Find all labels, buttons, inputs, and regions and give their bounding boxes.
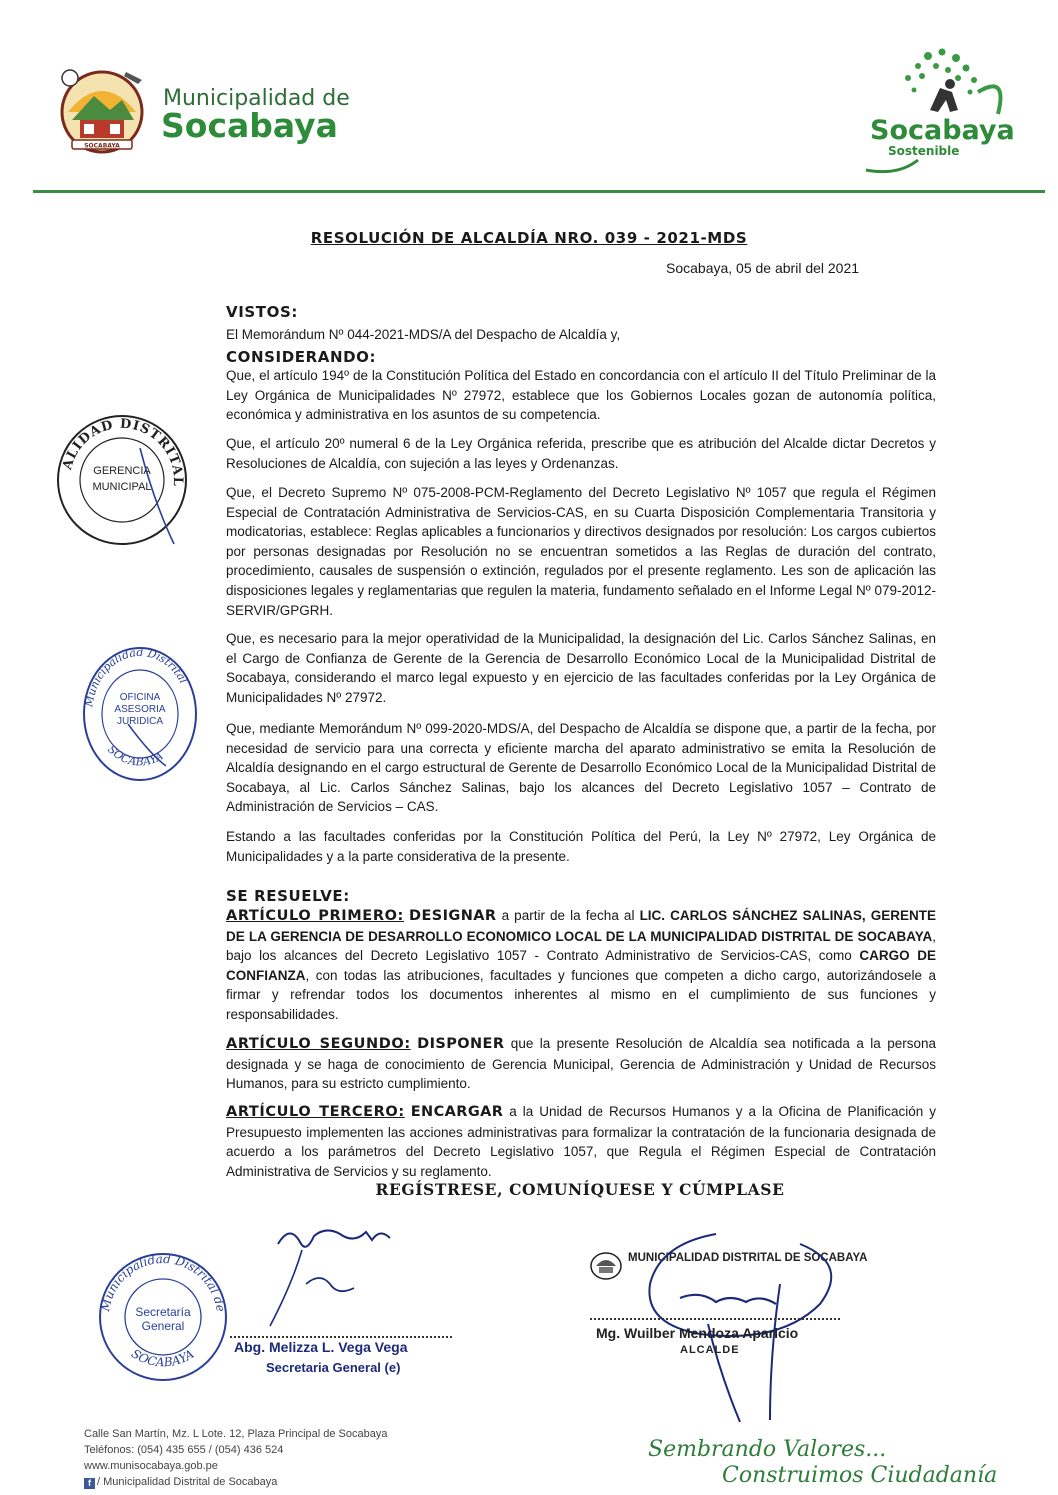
articulo-primero-label: ARTÍCULO PRIMERO:: [226, 908, 404, 924]
alcalde-signature-line: [590, 1318, 840, 1320]
facebook-icon: f: [84, 1478, 95, 1489]
articulo-primero-cargo: CARGO DE CONFIANZA: [226, 948, 937, 983]
asesoria-stamp-line1: OFICINA: [119, 692, 161, 703]
footer-website[interactable]: www.munisocabaya.gob.pe: [84, 1460, 218, 1472]
alcalde-name: Mg. Wuilber Mendoza Aparicio: [596, 1325, 799, 1341]
resolution-title: RESOLUCIÓN DE ALCALDÍA NRO. 039 - 2021-MDS: [310, 229, 748, 247]
slogan-line-2: Construimos Ciudadanía: [722, 1463, 998, 1488]
asesoria-stamp-ring-top: Municipalidad Distrital: [82, 645, 191, 708]
articulo-primero-designee: LIC. CARLOS SÁNCHEZ SALINAS, GERENTE DE LA GERENCIA DE DESARROLLO ECONOMICO LOCAL DE LA MUNICIPALIDAD DISTRITAL DE SOCABAYA: [226, 908, 937, 944]
secretaria-signature: [230, 1214, 430, 1340]
articulo-primero-verb: DESIGNAR: [409, 908, 497, 924]
considerando-heading: CONSIDERANDO:: [226, 348, 377, 366]
svg-text:SOCABAYA: [129, 1346, 197, 1369]
brand-name-small: Municipalidad de: [163, 86, 350, 111]
resolution-date: Socabaya, 05 de abril del 2021: [666, 260, 860, 276]
articulo-segundo-text: que la presente Resolución de Alcaldía sea notificada a la persona designada y se haga de conocimiento de Gerencia Municipal, Gerencia de Administración y Unidad de Recursos Humanos, para su estricto cumplimiento.: [226, 1036, 936, 1092]
asesoria-stamp-line2: ASESORIA: [114, 704, 166, 715]
right-logo-name: Socabaya: [870, 115, 1015, 146]
articulo-tercero-verb: ENCARGAR: [410, 1104, 504, 1120]
alcalde-role: ALCALDE: [680, 1344, 740, 1356]
articulo-segundo: [226, 1034, 936, 1094]
asesoria-stamp-ring-bottom: SOCABAYA: [105, 742, 166, 769]
header-divider: [33, 190, 1045, 193]
alcalde-organization: MUNICIPALIDAD DISTRITAL DE SOCABAYA: [628, 1252, 868, 1264]
footer-facebook[interactable]: [84, 1476, 277, 1489]
right-logo-tagline: Sostenible: [888, 144, 960, 158]
logo-banner-text: SOCABAYA: [84, 142, 120, 150]
considerando-paragraph-4: Que, es necesario para la mejor operatividad de la Municipalidad, la designación del Lic. Carlos Sánchez Salinas, en el Cargo de Confianza de Gerente de la Gerencia de Desarrollo Económico Local de la Municipalidad Distrital de Socabaya, considerando el marco legal expuesto y en ejercicio de las facultades conferidas por la Ley Orgánica de Municipalidades Nº 27972.: [226, 631, 936, 705]
brand-name-big: Socabaya: [161, 106, 338, 145]
svg-text:SOCABAYA: [105, 743, 166, 769]
vistos-heading: VISTOS:: [226, 303, 298, 321]
considerando-paragraph-3: Que, el Decreto Supremo Nº 075-2008-PCM-Reglamento del Decreto Legislativo Nº 1057 que regula el Régimen Especial de Contratación Administrativa de Servicios-CAS, en su Cuarta Disposición Complementaria Transitoria y modicatorias, establece: Reglas aplicables a funcionarios y directivos designados por resolución: Los cargos cubiertos por personas designadas por Resolución no se encuentran sometidos a las Reglas de duración del contrato, procedimiento, causales de suspensión o extinción, regulados por el presente reglamento. Les son de aplicación las disposiciones legales y reglamentarias que regulen la materia, fundamento señalado en el Informe Legal Nº 079-2012-SERVIR/GPGRH.: [226, 485, 936, 618]
footer-address: Calle San Martín, Mz. L Lote. 12, Plaza Principal de Socabaya: [84, 1428, 388, 1440]
secretaria-general-stamp: [96, 1250, 230, 1384]
secretaria-stamp-ring-bottom: SOCABAYA: [128, 1346, 197, 1370]
socabaya-sostenible-logo: [858, 44, 1018, 178]
secretaria-stamp-line1: Secretaría: [135, 1305, 191, 1319]
asesoria-stamp-line3: JURIDICA: [116, 716, 164, 727]
articulo-segundo-label: ARTÍCULO SEGUNDO:: [226, 1036, 411, 1052]
considerando-paragraph-1: Que, el artículo 194º de la Constitución Política del Estado en concordancia con el artículo II del Título Preliminar de la Ley Orgánica de Municipalidades Nº 27972, establece que los Gobiernos Locales gozan de autonomía política, económica y administrativa en los asuntos de su competencia.: [226, 368, 936, 423]
vistos-text: El Memorándum Nº 044-2021-MDS/A del Despacho de Alcaldía y,: [226, 327, 621, 342]
articulo-primero: [226, 906, 936, 1025]
articulo-primero-text-2: , bajo los alcances del Decreto Legislativo 1057 - Contrato Administrativo de Servicios-CAS, como: [226, 928, 936, 964]
secretaria-role: Secretaria General (e): [266, 1360, 401, 1375]
asesoria-juridica-stamp: [80, 644, 200, 784]
articulo-tercero: [226, 1102, 936, 1181]
secretaria-stamp-ring-top: Municipalidad Distrital de: [98, 1251, 228, 1313]
secretaria-stamp-line2: General: [141, 1319, 185, 1333]
gerencia-stamp-line2: MUNICIPAL: [92, 481, 152, 493]
secretaria-name: Abg. Melizza L. Vega Vega: [234, 1339, 408, 1355]
gerencia-municipal-stamp: [54, 412, 190, 548]
slogan-line-1: Sembrando Valores...: [648, 1437, 887, 1462]
footer-facebook-label: / Municipalidad Distrital de Socabaya: [97, 1476, 278, 1488]
articulo-tercero-label: ARTÍCULO TERCERO:: [226, 1104, 405, 1120]
considerando-paragraph-2: Que, el artículo 20º numeral 6 de la Ley Orgánica referida, prescribe que es atribución del Alcalde dictar Decretos y Resoluciones de Alcaldía, con sujeción a las leyes y Ordenanzas.: [226, 436, 936, 471]
municipal-seal-icon: [588, 1246, 624, 1282]
articulo-primero-text-1: a partir de la fecha al: [496, 908, 640, 923]
articulo-tercero-text: a la Unidad de Recursos Humanos y a la Oficina de Planificación y Presupuesto implementen las acciones administrativas para formalizar la contratación de la funcionaria designada de acuerdo a los parámetros del Decreto Legislativo 1057, que Regula el Régimen Especial de Contratación Administrativa de Servicios y su reglamento.: [226, 1104, 936, 1179]
footer-phones: Teléfonos: (054) 435 655 / (054) 436 524: [84, 1444, 284, 1456]
articulo-primero-text-3: , con todas las atribuciones, facultades y funciones que competen a dicho cargo, autorizándosele a firmar y refrendar todos los documentos inherentes al mismo en el cumplimiento de sus funciones y responsabilidades.: [226, 967, 936, 1022]
municipal-coat-of-arms-logo: [54, 62, 150, 158]
gerencia-stamp-line1: GERENCIA: [93, 465, 151, 477]
closing-formula: REGÍSTRESE, COMUNÍQUESE Y CÚMPLASE: [375, 1180, 785, 1199]
alcalde-signature: [620, 1224, 880, 1424]
se-resuelve-heading: SE RESUELVE:: [226, 887, 350, 905]
gerencia-stamp-ring-text: ALIDAD DISTRITAL: [60, 416, 186, 488]
considerando-paragraph-5: Que, mediante Memorándum Nº 099-2020-MDS/A, del Despacho de Alcaldía se dispone que, a partir de la fecha, por necesidad de servicio para una correcta y eficiente marcha del aparato administrativo se emita la Resolución de Alcaldía designando en el cargo estructural de Gerente de Desarrollo Económico Local de la Municipalidad Distrital de Socabaya, al Lic. Carlos Sánchez Salinas, bajo los alcances del Decreto Legislativo 1057 – Contrato de Administración de Servicios – CAS.: [226, 721, 936, 815]
secretaria-signature-line: [230, 1336, 452, 1338]
considerando-paragraph-6: Estando a las facultades conferidas por la Constitución Política del Perú, la Ley Nº 27972, Ley Orgánica de Municipalidades y a la parte considerativa de la presente.: [226, 829, 936, 864]
articulo-segundo-verb: DISPONER: [417, 1036, 505, 1052]
